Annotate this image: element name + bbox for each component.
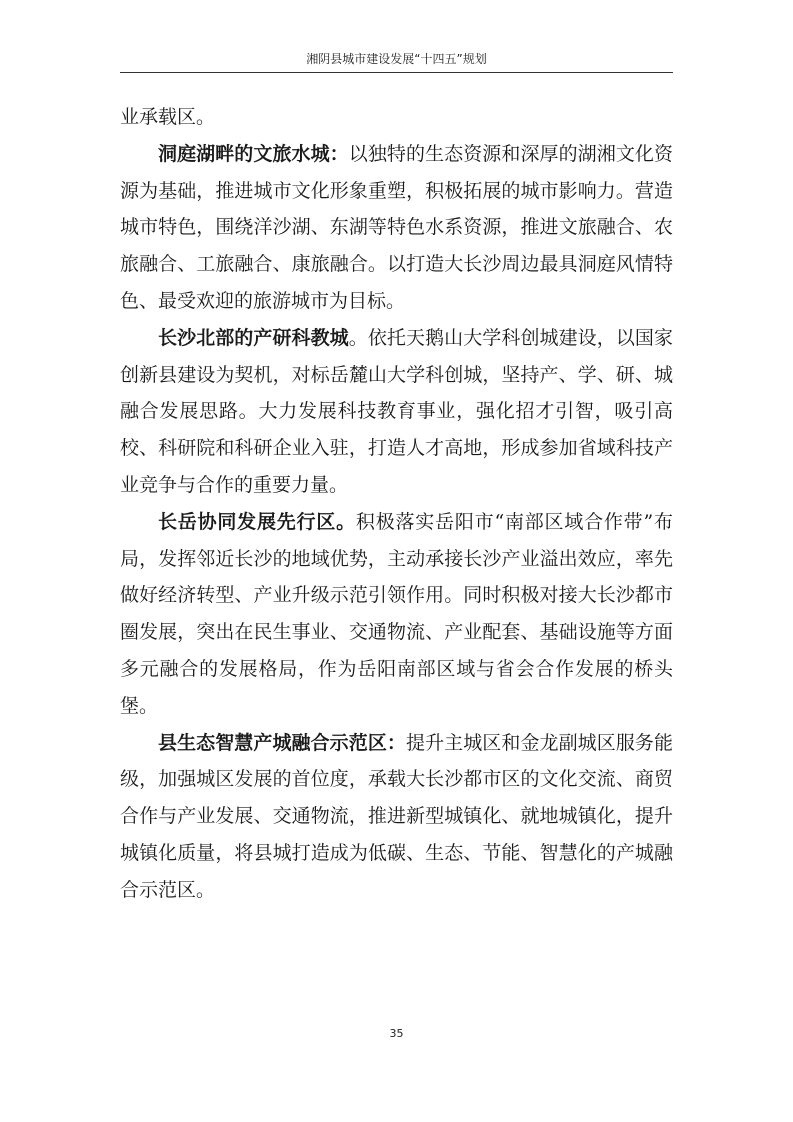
paragraph-smart-eco-demo-zone [120, 725, 673, 909]
paragraph-lead: 洞庭湖畔的文旅水城： [158, 142, 349, 165]
paragraph-lead: 县生态智慧产城融合示范区： [158, 731, 406, 754]
running-header: 湘阴县城市建设发展“十四五”规划 [306, 52, 487, 66]
document-body [120, 99, 673, 909]
header-rule [120, 72, 673, 73]
page-number: 35 [389, 1027, 404, 1040]
paragraph-continuation [120, 99, 673, 136]
paragraph-text: 积极落实岳阳市“南部区域合作带”布局，发挥邻近长沙的地域优势，主动承接长沙产业溢出效应，率先做好经济转型、产业升级示范引领作用。同时积极对接大长沙都市圈发展，突出在民生事业、交通物流、产业配套、基础设施等方面多元融合的发展格局，作为岳阳南部区域与省会合作发展的桥头堡。 [120, 510, 673, 717]
paragraph-cultural-tourism-water-city [120, 136, 673, 320]
paragraph-text: 提升主城区和金龙副城区服务能级，加强城区发展的首位度，承载大长沙都市区的文化交流、商贸合作与产业发展、交通物流，推进新型城镇化、就地城镇化，提升城镇化质量，将县城打造成为低碳、生态、节能、智慧化的产城融合示范区。 [120, 731, 673, 901]
paragraph-changsha-yueyang-pilot-zone [120, 504, 673, 725]
paragraph-research-education-city [120, 320, 673, 504]
paragraph-lead: 长沙北部的产研科教城 [158, 326, 349, 349]
paragraph-text: 以独特的生态资源和深厚的湖湘文化资源为基础，推进城市文化形象重塑，积极拓展的城市影响力。营造城市特色，围绕洋沙湖、东湖等特色水系资源，推进文旅融合、农旅融合、工旅融合、康旅融合。以打造大长沙周边最具洞庭风情特色、最受欢迎的旅游城市为目标。 [120, 142, 673, 312]
paragraph-text: 。依托天鹅山大学科创城建设，以国家创新县建设为契机，对标岳麓山大学科创城，坚持产、学、研、城融合发展思路。大力发展科技教育事业，强化招才引智，吸引高校、科研院和科研企业入驻，打造人才高地，形成参加省域科技产业竞争与合作的重要力量。 [120, 326, 673, 496]
paragraph-text: 业承载区。 [120, 106, 216, 128]
paragraph-lead: 长岳协同发展先行区。 [158, 510, 356, 533]
